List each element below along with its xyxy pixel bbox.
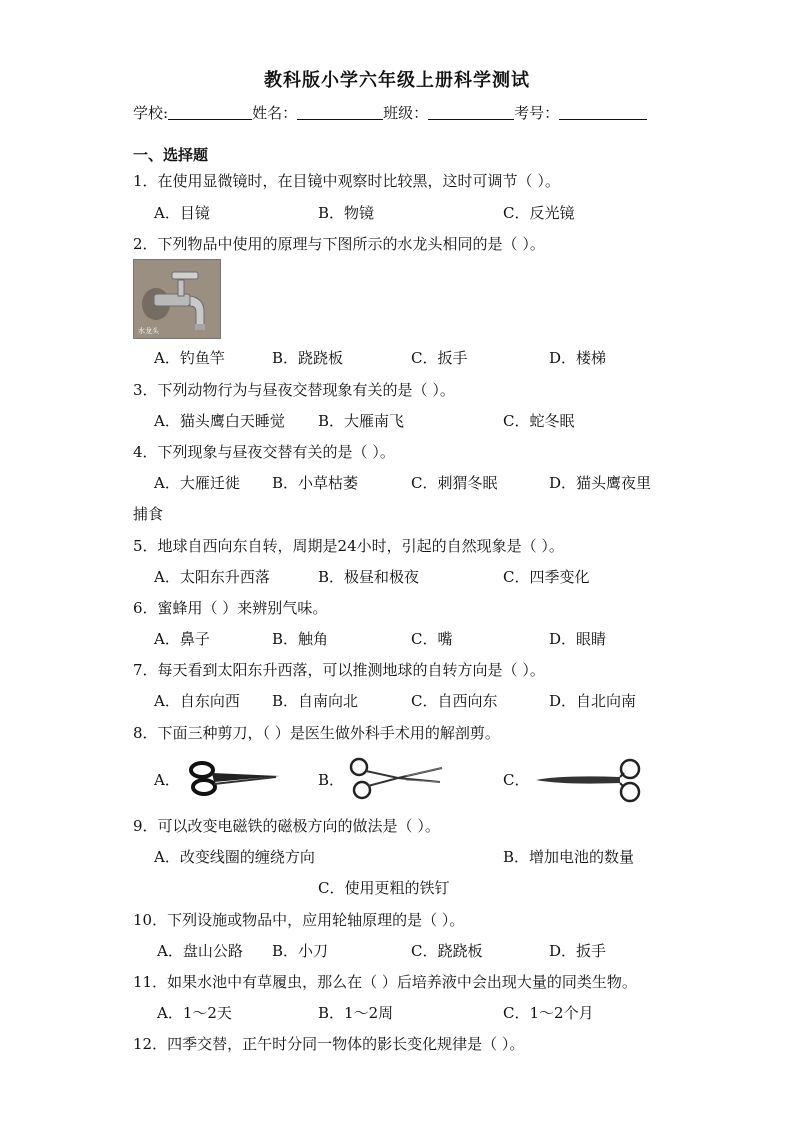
faucet-image [133, 259, 221, 339]
scissors-a-icon[interactable] [188, 758, 282, 798]
q11-option-c[interactable]: C．1～2个月 [503, 1004, 594, 1022]
q2-option-a[interactable]: A．钓鱼竿 [154, 349, 225, 367]
q11-option-a[interactable]: A．1～2天 [157, 1004, 232, 1022]
q6-option-d[interactable]: D．眼睛 [549, 630, 607, 648]
class-field[interactable] [428, 105, 514, 120]
faucet-caption: 水龙头 [138, 327, 159, 335]
q7-option-b[interactable]: B．自南向北 [272, 692, 359, 710]
class-label: 班级： [383, 104, 429, 122]
q5-option-b[interactable]: B．极昼和极夜 [318, 568, 420, 586]
question-7: 7．每天看到太阳东升西落，可以推测地球的自转方向是（ ）。 [133, 661, 545, 679]
q7-option-a[interactable]: A．自东向西 [154, 692, 240, 710]
scissors-c-icon[interactable] [532, 758, 644, 804]
q2-option-b[interactable]: B．跷跷板 [272, 349, 344, 367]
q2-option-d[interactable]: D．楼梯 [549, 349, 607, 367]
question-10: 10．下列设施或物品中，应用轮轴原理的是（ ）。 [133, 911, 465, 929]
q2-option-c[interactable]: C．扳手 [411, 349, 468, 367]
q5-option-a[interactable]: A．太阳东升西落 [154, 568, 270, 586]
q6-option-b[interactable]: B．触角 [272, 630, 329, 648]
scissors-b-icon[interactable] [346, 756, 446, 802]
q4-option-a[interactable]: A．大雁迁徙 [154, 474, 240, 492]
q7-option-c[interactable]: C．自西向东 [411, 692, 498, 710]
student-info-line [133, 102, 647, 123]
q10-option-a[interactable]: A．盘山公路 [157, 942, 243, 960]
q5-option-c[interactable]: C．四季变化 [503, 568, 590, 586]
q11-option-b[interactable]: B．1～2周 [318, 1004, 394, 1022]
q7-option-d[interactable]: D．自北向南 [549, 692, 637, 710]
q8-option-c[interactable]: C． [503, 771, 530, 789]
q1-option-b[interactable]: B．物镜 [318, 204, 375, 222]
question-2: 2．下列物品中使用的原理与下图所示的水龙头相同的是（ ）。 [133, 235, 545, 253]
q1-option-a[interactable]: A．目镜 [154, 204, 210, 222]
q10-option-d[interactable]: D．扳手 [549, 942, 607, 960]
q9-option-a[interactable]: A．改变线圈的缠绕方向 [154, 848, 315, 866]
question-1: 1．在使用显微镜时，在目镜中观察时比较黑，这时可调节（ ）。 [133, 172, 560, 190]
question-8: 8．下面三种剪刀，（ ）是医生做外科手术用的解剖剪。 [133, 724, 500, 742]
question-9: 9．可以改变电磁铁的磁极方向的做法是（ ）。 [133, 817, 440, 835]
school-label: 学校: [133, 104, 169, 122]
q8-option-a[interactable]: A． [154, 771, 180, 789]
question-11: 11．如果水池中有草履虫，那么在（ ）后培养液中会出现大量的同类生物。 [133, 973, 637, 991]
q4-option-b[interactable]: B．小草枯萎 [272, 474, 359, 492]
question-5: 5．地球自西向东自转，周期是24小时，引起的自然现象是（ ）。 [133, 537, 564, 555]
question-12: 12．四季交替，正午时分同一物体的影长变化规律是（ ）。 [133, 1035, 525, 1053]
q9-option-c[interactable]: C．使用更粗的铁钉 [318, 879, 450, 897]
q3-option-b[interactable]: B．大雁南飞 [318, 412, 405, 430]
q3-option-a[interactable]: A．猫头鹰白天睡觉 [154, 412, 285, 430]
exam-no-label: 考号： [514, 104, 560, 122]
school-field[interactable] [168, 105, 252, 120]
question-4: 4．下列现象与昼夜交替有关的是（ ）。 [133, 443, 395, 461]
q4-option-c[interactable]: C．刺猬冬眠 [411, 474, 498, 492]
q6-option-a[interactable]: A．鼻子 [154, 630, 210, 648]
q8-option-b[interactable]: B． [318, 771, 345, 789]
name-field[interactable] [297, 105, 383, 120]
q6-option-c[interactable]: C．嘴 [411, 630, 453, 648]
q9-option-b[interactable]: B．增加电池的数量 [503, 848, 635, 866]
page-title: 教科版小学六年级上册科学测试 [264, 70, 530, 91]
q3-option-c[interactable]: C．蛇冬眠 [503, 412, 575, 430]
q1-option-c[interactable]: C．反光镜 [503, 204, 575, 222]
q10-option-c[interactable]: C．跷跷板 [411, 942, 483, 960]
q10-option-b[interactable]: B．小刀 [272, 942, 329, 960]
q4-option-d-continuation: 捕食 [133, 505, 164, 523]
section-title: 一、选择题 [133, 146, 209, 164]
exam-no-field[interactable] [559, 105, 647, 120]
question-6: 6．蜜蜂用（ ）来辨别气味。 [133, 599, 328, 617]
name-label: 姓名： [252, 104, 298, 122]
q4-option-d[interactable]: D．猫头鹰夜里 [549, 474, 652, 492]
question-3: 3．下列动物行为与昼夜交替现象有关的是（ ）。 [133, 381, 455, 399]
